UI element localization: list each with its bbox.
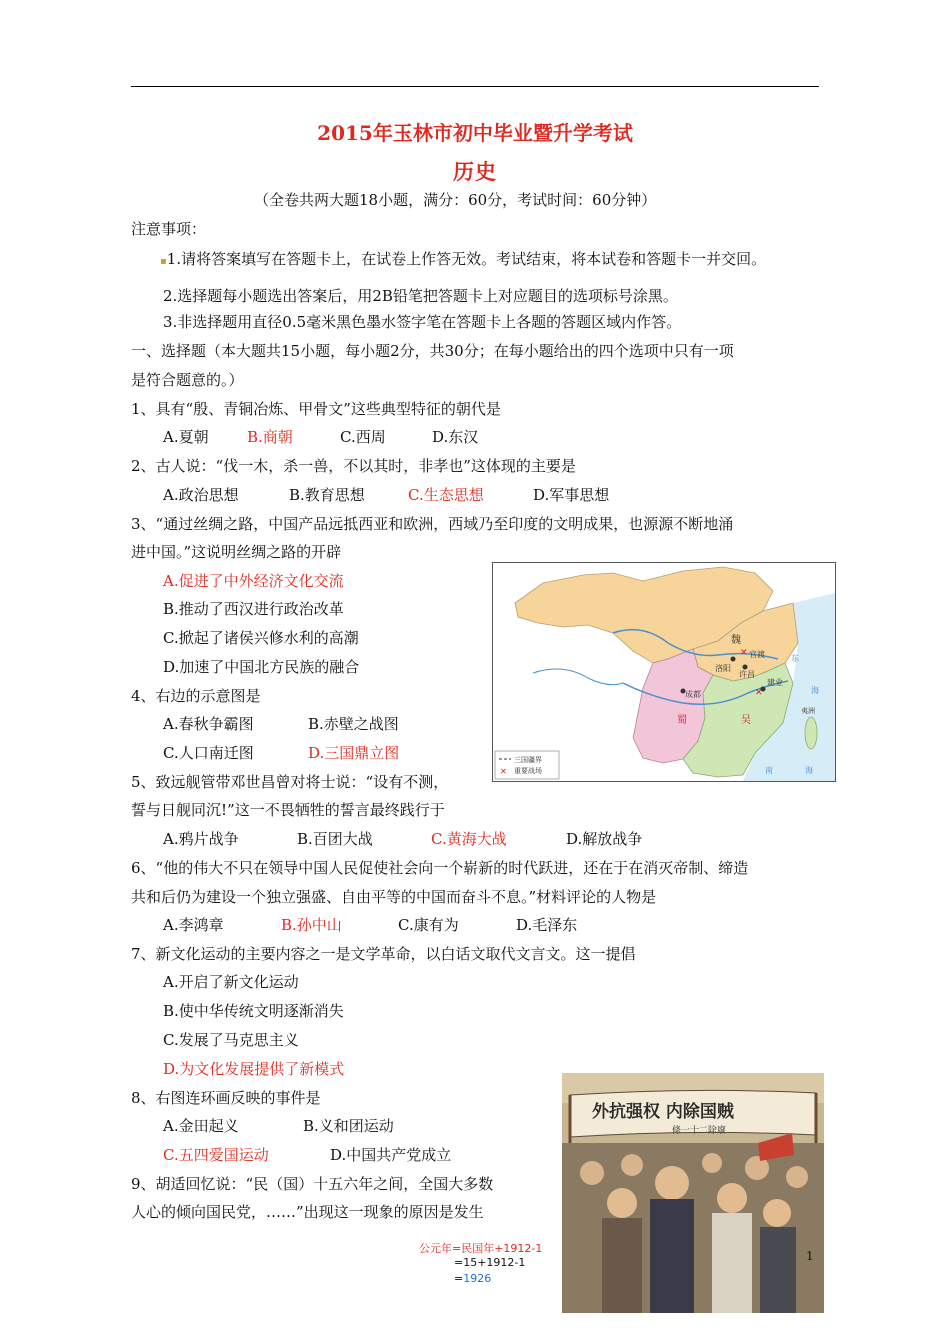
question-stem: 4、右边的示意图是 — [131, 687, 261, 705]
option: B.使中华传统文明逐渐消失 — [163, 1002, 344, 1020]
question-stem: 3、“通过丝绸之路，中国产品远抵西亚和欧洲，西域乃至印度的文明成果，也源源不断地涌 — [131, 515, 734, 533]
sea-label: 东 — [791, 654, 799, 663]
option: D.东汉 — [432, 428, 479, 446]
question-stem-cont: 誓与日舰同沉!”这一不畏牺牲的誓言最终践行于 — [131, 801, 445, 819]
may-fourth-comic — [562, 1073, 824, 1313]
section-heading: 一、选择题（本大题共15小题，每小题2分，共30分；在每小题给出的四个选项中只有一项 — [131, 342, 734, 360]
option: A.鸦片战争 — [163, 830, 239, 848]
header-rule — [131, 86, 819, 87]
notice-item: 2.选择题每小题选出答案后，用2B铅笔把答题卡上对应题目的选项标号涂黑。 — [163, 287, 678, 305]
subject-title: 历史 — [453, 159, 497, 184]
battle-mark-icon: ✕ — [740, 648, 748, 658]
state-label: 蜀 — [677, 715, 687, 726]
banner-text: 外抗强权 内除国贼 — [592, 1102, 734, 1122]
option-answer: A.促进了中外经济文化交流 — [163, 572, 344, 590]
comic-svg — [562, 1073, 824, 1313]
option-answer: B.孙中山 — [281, 916, 342, 934]
city-label: 洛阳 — [715, 664, 731, 673]
option: C.西周 — [340, 428, 386, 446]
option: D.加速了中国北方民族的融合 — [163, 658, 360, 676]
city-label: 官渡 — [749, 650, 765, 659]
banner-subtext: 條一十二除廢 — [672, 1126, 727, 1136]
option: A.政治思想 — [163, 486, 239, 504]
question-stem: 5、致远舰管带邓世昌曾对将士说：“设有不测， — [131, 773, 449, 791]
map-svg — [493, 563, 835, 781]
option: D.解放战争 — [566, 830, 643, 848]
notice-heading: 注意事项： — [131, 220, 207, 238]
option: C.掀起了诸侯兴修水利的高潮 — [163, 629, 359, 647]
question-stem: 8、右图连环画反映的事件是 — [131, 1089, 321, 1107]
student-figure — [655, 1166, 689, 1200]
option: A.春秋争霸图 — [163, 715, 254, 733]
notice-item: ▪1.请将答案填写在答题卡上，在试卷上作答无效。考试结束，将本试卷和答题卡一并交回。 — [160, 250, 767, 268]
question-stem: 2、古人说：“伐一木，杀一兽，不以其时，非孝也”这体现的主要是 — [131, 457, 576, 475]
option-answer: C.生态思想 — [408, 486, 484, 504]
option: C.人口南迁图 — [163, 744, 254, 762]
option: A.李鸿章 — [163, 916, 224, 934]
section-heading-cont: 是符合题意的。） — [131, 371, 244, 389]
exam-subtitle: （全卷共两大题18小题，满分：60分，考试时间：60分钟） — [254, 191, 657, 209]
yizhou-island — [805, 717, 817, 749]
city-marker — [731, 657, 736, 662]
option: B.教育思想 — [289, 486, 365, 504]
question-stem-cont: 共和后仍为建设一个独立强盛、自由平等的中国而奋斗不息。”材料评论的人物是 — [131, 888, 657, 906]
question-stem: 6、“他的伟大不只在领导中国人民促使社会向一个崭新的时代跃进，还在于在消灭帝制、缔造 — [131, 859, 749, 877]
city-label: 建业 — [767, 678, 783, 687]
option-answer: D.三国鼎立图 — [308, 744, 400, 762]
sea-label: 海 — [805, 766, 813, 775]
formula-step: =15+1912-1 — [454, 1256, 526, 1269]
option: A.开启了新文化运动 — [163, 973, 299, 991]
option: B.推动了西汉进行政治改革 — [163, 600, 344, 618]
island-label: 夷洲 — [801, 707, 815, 715]
legend-label: 三国疆界 — [514, 756, 542, 764]
option: C.康有为 — [398, 916, 459, 934]
sea-label: 南 — [765, 766, 773, 775]
battle-legend-icon: ✕ — [500, 767, 507, 776]
option-answer: C.五四爱国运动 — [163, 1146, 269, 1164]
formula-annotation: 公元年=民国年+1912-1 — [419, 1242, 543, 1255]
formula-result: =1926 — [454, 1272, 492, 1285]
option-answer: D.为文化发展提供了新模式 — [163, 1060, 345, 1078]
option: A.夏朝 — [163, 428, 209, 446]
option: B.义和团运动 — [303, 1117, 394, 1135]
option: B.赤壁之战图 — [308, 715, 399, 733]
option-answer: C.黄海大战 — [431, 830, 507, 848]
option-answer: B.商朝 — [247, 428, 293, 446]
city-label: 成都 — [685, 690, 701, 699]
state-label: 吴 — [741, 715, 751, 726]
state-label: 魏 — [731, 635, 741, 646]
option: D.毛泽东 — [516, 916, 578, 934]
exam-title: 2015年玉林市初中毕业暨升学考试 — [317, 121, 633, 145]
notice-item: 3.非选择题用直径0.5毫米黑色墨水签字笔在答题卡上各题的答题区域内作答。 — [163, 313, 682, 331]
page-number: 1 — [806, 1249, 814, 1263]
question-stem-cont: 进中国。”这说明丝绸之路的开辟 — [131, 543, 342, 561]
three-kingdoms-map — [492, 562, 836, 782]
battle-mark-icon: ✕ — [755, 688, 763, 698]
option: C.发展了马克思主义 — [163, 1031, 299, 1049]
mark-icon: ▪ — [160, 256, 167, 267]
question-stem: 1、具有“殷、青铜冶炼、甲骨文”这些典型特征的朝代是 — [131, 400, 501, 418]
option: D.军事思想 — [533, 486, 610, 504]
sea-label: 海 — [811, 686, 819, 695]
question-stem: 9、胡适回忆说：“民（国）十五六年之间，全国大多数 — [131, 1175, 494, 1193]
option: A.金田起义 — [163, 1117, 239, 1135]
legend-label: 重要战场 — [514, 767, 542, 775]
student-figure — [650, 1199, 694, 1313]
city-marker — [743, 665, 748, 670]
option: B.百团大战 — [297, 830, 373, 848]
option: D.中国共产党成立 — [330, 1146, 452, 1164]
question-stem-cont: 人心的倾向国民党，……”出现这一现象的原因是发生 — [131, 1203, 484, 1221]
question-stem: 7、新文化运动的主要内容之一是文学革命，以白话文取代文言文。这一提倡 — [131, 945, 636, 963]
city-label: 许昌 — [739, 670, 755, 679]
